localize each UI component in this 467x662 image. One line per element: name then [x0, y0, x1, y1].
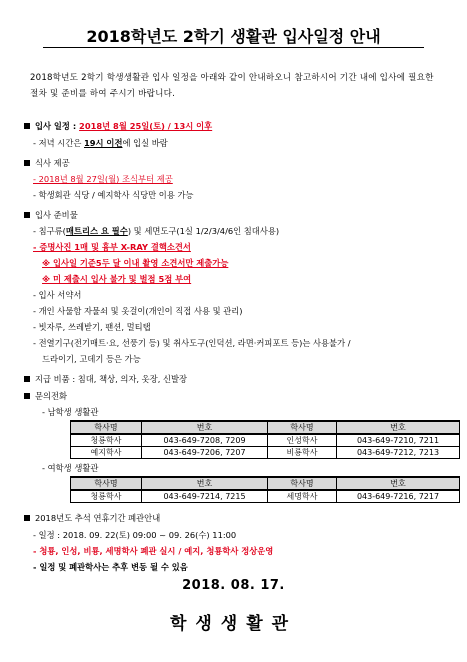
prep-toiletries: - 빗자루, 쓰레받기, 팬션, 멀티탭 [33, 322, 151, 332]
meals-line-1: - 2018년 8월 27일(월) 조식부터 제공 [33, 174, 173, 184]
prep-warn-2: ※ 미 제출시 입사 불가 및 벌점 5점 부여 [42, 274, 192, 284]
dorm-name-cell: 청룡학사 [71, 490, 142, 503]
table-header-cell: 번호 [142, 477, 268, 490]
phone-cell: 043-649-7214, 7215 [142, 490, 268, 503]
section-prep [24, 209, 78, 221]
square-bullet-icon [24, 212, 30, 218]
table-header-cell: 번호 [142, 421, 268, 434]
intro-text: 2018학년도 2학기 학생생활관 입사 일정을 아래와 같이 안내하오니 참고하시어 기간 내에 입사에 필요한 절차 및 준비를 하여 주시기 바랍니다. [30, 73, 434, 99]
phone-cell: 043-649-7210, 7211 [337, 434, 460, 447]
table-header-cell: 학사명 [268, 421, 337, 434]
prep-appliances-2: 드라이기, 고데기 등은 가능 [42, 354, 141, 364]
holiday-line-3: - 일정 및 폐관학사는 추후 변동 될 수 있음 [33, 562, 188, 572]
supplied-label: 지급 비품 : 침대, 책상, 의자, 옷장, 신발장 [35, 374, 188, 384]
section-move-in [24, 120, 212, 132]
move-in-note-suffix: 에 입실 바람 [122, 138, 168, 148]
table-header-cell: 번호 [337, 477, 460, 490]
phone-cell: 043-649-7206, 7207 [142, 447, 268, 459]
prep-appliances-1: - 전열기구(전기매트·요, 선풍기 등) 및 취사도구(인덕션, 라면·커피포트 등)는 사용불가 / [33, 338, 351, 348]
meals-label: 식사 제공 [35, 158, 70, 168]
square-bullet-icon [24, 393, 30, 399]
prep-bedding-prefix: - 침구류( [33, 226, 66, 236]
phone-cell: 043-649-7216, 7217 [337, 490, 460, 503]
table-header-cell: 학사명 [71, 477, 142, 490]
holiday-line-1: - 일정 : 2018. 09. 22(토) 09:00 ~ 09. 26(수) 11:00 [33, 530, 237, 540]
phone-cell: 043-649-7208, 7209 [142, 434, 268, 447]
prep-bedding-bold: 매트리스 요 필수 [65, 226, 128, 236]
square-bullet-icon [24, 160, 30, 166]
table-row [71, 490, 460, 503]
holiday-label: 2018년도 추석 연휴기간 폐관안내 [35, 513, 161, 523]
meals-line-2: - 학생회관 식당 / 예지학사 식당만 이용 가능 [33, 190, 194, 200]
title-underline [43, 47, 424, 48]
table-header-cell: 번호 [337, 421, 460, 434]
table-header-row [71, 477, 460, 490]
table-row [71, 434, 460, 447]
square-bullet-icon [24, 376, 30, 382]
move-in-note-prefix: - 저녁 시간은 [33, 138, 82, 148]
dorm-name-cell: 인성학사 [268, 434, 337, 447]
female-contact-table [70, 476, 460, 503]
table-header-row [71, 421, 460, 434]
prep-photo: - 증명사진 1매 및 흉부 X-RAY 결핵소견서 [33, 242, 191, 252]
issuer-name: 학생생활관 [169, 614, 298, 634]
move-in-note [33, 137, 168, 149]
square-bullet-icon [24, 515, 30, 521]
issue-date: 2018. 08. 17. [182, 578, 285, 593]
prep-personal: - 개인 사물함 자물쇠 및 옷걸이(개인이 직접 사용 및 관리) [33, 306, 243, 316]
move-in-label: 입사 일정 : [35, 121, 77, 131]
table-header-cell: 학사명 [268, 477, 337, 490]
female-dorm-title: - 여학생 생활관 [42, 463, 99, 473]
dorm-name-cell: 청룡학사 [71, 434, 142, 447]
table-row [71, 447, 460, 459]
phone-cell: 043-649-7212, 7213 [337, 447, 460, 459]
dorm-name-cell: 세명학사 [268, 490, 337, 503]
prep-bedding [33, 225, 279, 237]
male-contact-table [70, 420, 460, 459]
dorm-name-cell: 비룡학사 [268, 447, 337, 459]
page-title: 2018학년도 2학기 생활관 입사일정 안내 [86, 27, 381, 46]
section-contact [24, 390, 67, 402]
move-in-date: 2018년 8월 25일(토) / 13시 이후 [79, 121, 213, 131]
prep-label: 입사 준비물 [35, 210, 78, 220]
contact-label: 문의전화 [35, 391, 68, 401]
section-meals [24, 157, 70, 169]
table-header-cell: 학사명 [71, 421, 142, 434]
male-dorm-title: - 남학생 생활관 [42, 407, 99, 417]
holiday-line-2: - 청룡, 인성, 비룡, 세명학사 폐관 실시 / 예지, 청룡학사 정상운영 [33, 546, 274, 556]
prep-warn-1: ※ 입사일 기준5두 달 이내 촬영 소견서만 제출가능 [42, 258, 229, 268]
move-in-note-highlight: 19시 이전 [83, 138, 123, 148]
prep-pledge: - 입사 서약서 [33, 290, 82, 300]
prep-bedding-suffix: ) 및 세면도구(1실 1/2/3/4/6인 침대사용) [127, 226, 280, 236]
dorm-name-cell: 예지학사 [71, 447, 142, 459]
square-bullet-icon [24, 123, 30, 129]
section-holiday [24, 512, 160, 524]
section-supplied [24, 373, 187, 385]
